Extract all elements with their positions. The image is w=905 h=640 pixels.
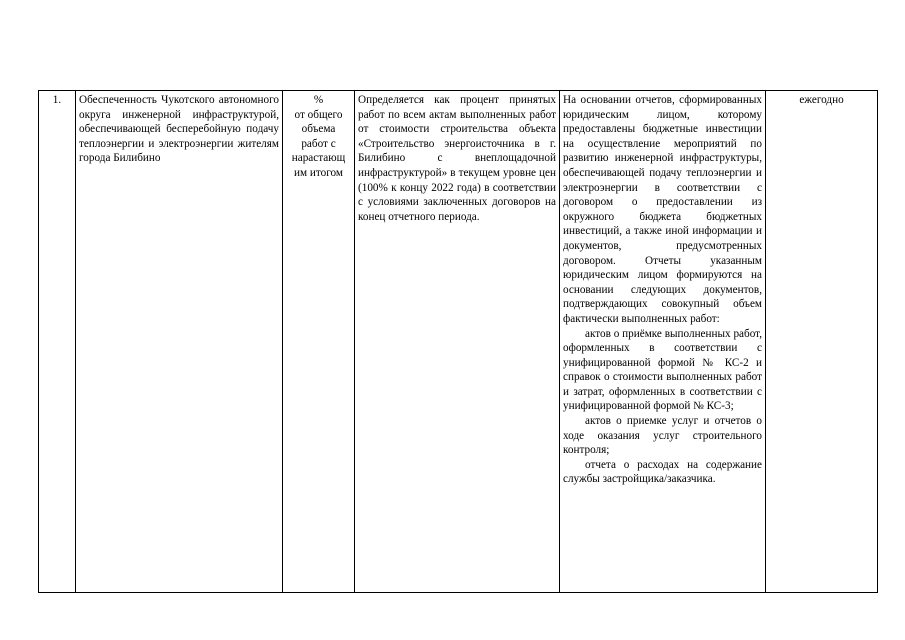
row-number: 1. [52,94,62,106]
source-paragraph: отчета о расходах на содержание службы застройщика/заказчика. [563,458,762,486]
source-paragraph: актов о приёмке выполненных работ, оформленных в соответствии с унифицированной формой № КС-2 и справок о стоимости выполненных работ и затрат, оформленных в соответствии с унифицированной формой № КС-3; [563,327,762,413]
unit-line: нарастающ [291,152,346,165]
unit-cell [283,91,355,593]
calculation-method-cell [355,91,560,593]
source-paragraph: На основании отчетов, сформированных юридическим лицом, которому предоставлены бюджетные инвестиции на осуществление мероприятий по развитию инженерной инфраструктуры, обеспечивающей подачу теплоэнергии и электроэнергии в соответствии с договором о предоставлении из окружного бюджета бюджетных инвестиций, а также иной информации и документов, предусмотренных договором. Отчеты указанным юридическим лицом формируются на основании следующих документов, подтверждающих совокупный объем фактически выполненных работ: [563,94,762,325]
indicator-name-cell [76,91,283,593]
unit-line: % [313,94,324,106]
indicator-name: Обеспеченность Чукотского автономного округа инженерной инфраструктурой, обеспечивающей бесперебойную подачу теплоэнергии и электроэнергии жителям города Билибино [79,94,279,165]
data-source-cell [560,91,766,593]
row-number-cell [39,91,76,593]
unit-line: от общего [294,108,343,121]
calculation-method: Определяется как процент принятых работ по всем актам выполненных работ от стоимости строительства объекта «Строительство энергоисточника в г. Билибино с внеплощадочной инфраструктурой» в текущем уровне цен (100% к концу 2022 года) в соответствии с условиями заключенных договоров на конец отчетного периода. [358,94,556,223]
frequency: ежегодно [799,94,844,106]
frequency-cell [766,91,878,593]
unit-line: им итогом [294,166,343,179]
unit-line: работ с [301,137,336,150]
source-paragraph: актов о приемке услуг и отчетов о ходе оказания услуг строительного контроля; [563,415,762,457]
table-row [39,91,878,593]
indicator-table [38,90,878,593]
unit-line: объема [301,123,336,136]
